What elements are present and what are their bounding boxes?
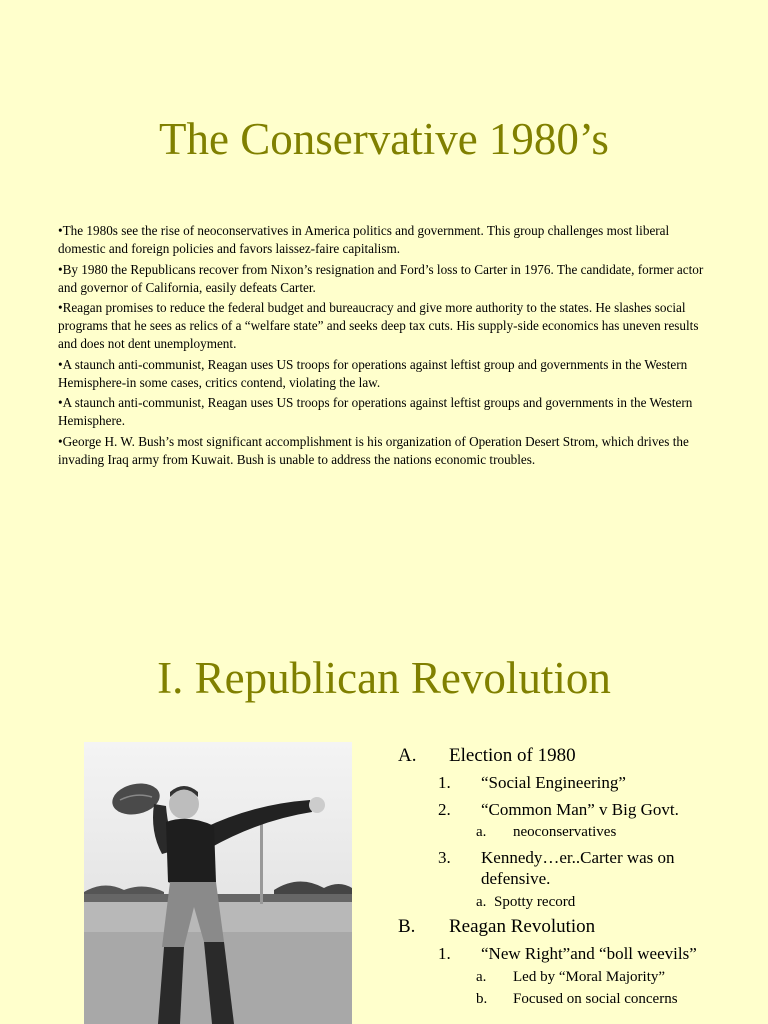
outline-marker: B. bbox=[398, 916, 416, 937]
outline-text: defensive. bbox=[481, 869, 551, 888]
outline-marker: 1. bbox=[438, 773, 451, 792]
bullet-item: •George H. W. Bush’s most significant accomplishment is his organization of Operation Desert Strom, which drives the invading Iraq army from Kuwait. Bush is unable to address the nations economic troubles. bbox=[58, 433, 689, 467]
outline-marker: A. bbox=[398, 745, 417, 766]
outline-marker: 2. bbox=[438, 800, 451, 819]
bullet-item: •By 1980 the Republicans recover from Nixon’s resignation and Ford’s loss to Carter in 1976. The candidate, former actor and governor of California, easily defeats Carter. bbox=[58, 261, 704, 295]
bullet-item: •Reagan promises to reduce the federal budget and bureaucracy and give more authority to the states. He slashes social programs that he sees as relics of a “welfare state” and seeks deep tax cuts. His supply-side economics has uneven results and does not dent unemployment. bbox=[58, 300, 699, 351]
slide-2-title: I. Republican Revolution bbox=[157, 653, 611, 703]
outline-marker: b. bbox=[476, 991, 488, 1007]
outline-marker: a. bbox=[476, 969, 487, 985]
slide-1-bullet-list bbox=[58, 222, 718, 471]
outline-marker: a. bbox=[476, 894, 487, 910]
outline-marker: 1. bbox=[438, 944, 451, 963]
outline-list bbox=[398, 742, 758, 1024]
outline-text: Kennedy…er..Carter was on bbox=[481, 848, 675, 867]
outline-text: Focused on social concerns bbox=[513, 991, 678, 1007]
outline-marker: 3. bbox=[438, 848, 451, 867]
slide-1-title: The Conservative 1980’s bbox=[159, 114, 609, 164]
football-player-photo bbox=[84, 742, 352, 1024]
outline-text: “Social Engineering” bbox=[481, 773, 626, 792]
outline-text: Led by “Moral Majority” bbox=[513, 969, 666, 985]
slide-2 bbox=[0, 512, 768, 1024]
outline-text: Reagan Revolution bbox=[449, 916, 596, 937]
outline-text: Election of 1980 bbox=[449, 745, 576, 766]
outline-marker: a. bbox=[476, 824, 487, 840]
bullet-item: •A staunch anti-communist, Reagan uses US troops for operations against leftist groups and governments in the Western Hemisphere. bbox=[58, 395, 693, 428]
outline-text: “New Right”and “boll weevils” bbox=[481, 944, 697, 963]
bullet-item: •A staunch anti-communist, Reagan uses US troops for operations against leftist group and governments in the Western Hemisphere-in some cases, critics contend, violating the law. bbox=[58, 356, 688, 390]
outline-text: Spotty record bbox=[494, 894, 576, 910]
outline-text: neoconservatives bbox=[513, 824, 617, 840]
bullet-item: •The 1980s see the rise of neoconservatives in America politics and government. This group challenges most liberal domestic and foreign policies and favors laissez-faire capitalism. bbox=[58, 223, 670, 256]
outline-text: “Common Man” v Big Govt. bbox=[481, 800, 679, 819]
